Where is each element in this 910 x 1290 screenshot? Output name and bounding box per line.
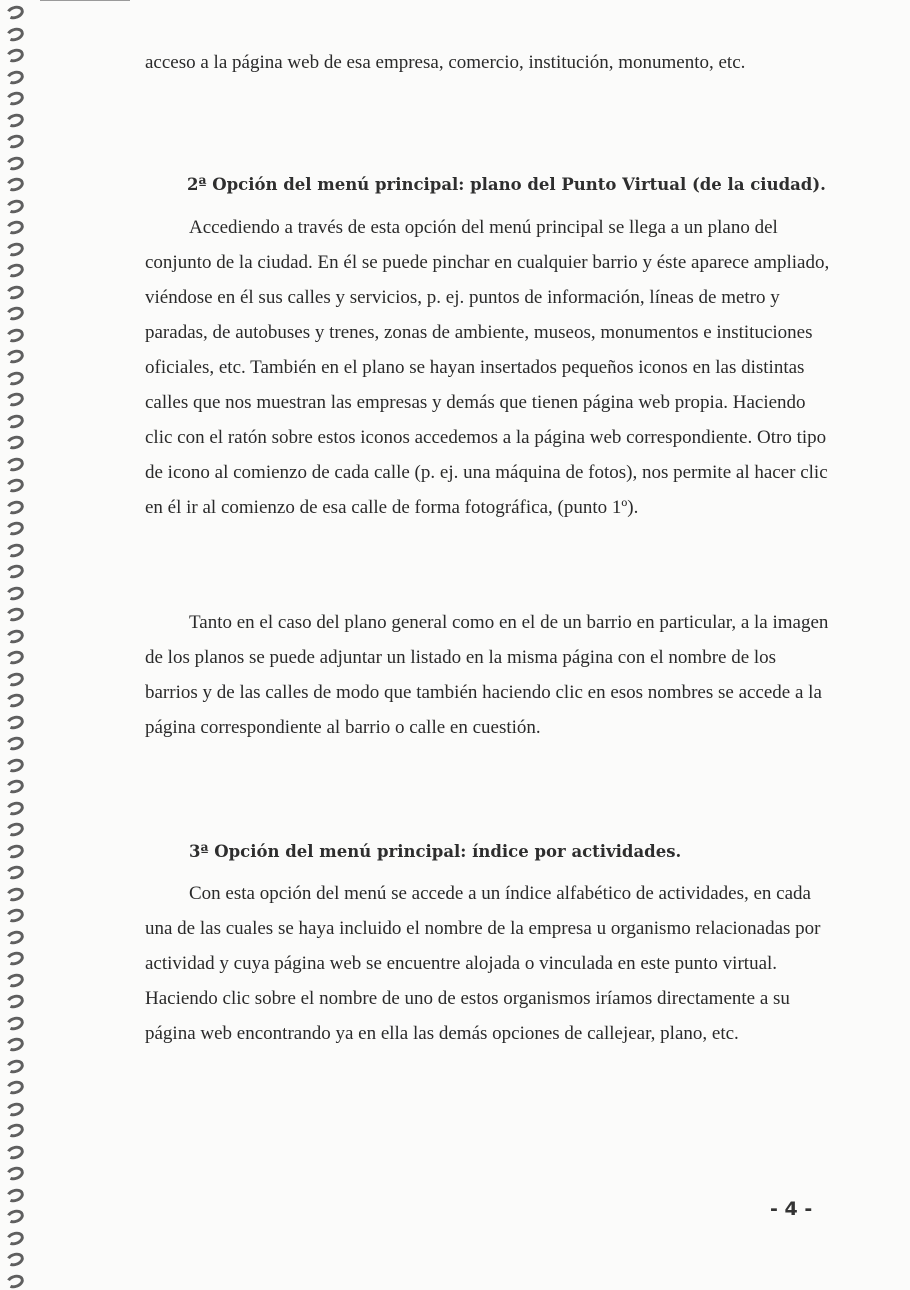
binding-ring (4, 154, 25, 172)
binding-ring (4, 1186, 25, 1204)
binding-ring (4, 993, 25, 1011)
binding-ring (4, 90, 25, 108)
top-edge-line (40, 0, 130, 1)
binding-ring (4, 133, 25, 151)
binding-ring (4, 434, 25, 452)
binding-ring (4, 928, 25, 946)
binding-ring (4, 606, 25, 624)
binding-ring (4, 950, 25, 968)
section-3-heading: 3ª Opción del menú principal: índice por actividades. (189, 842, 682, 861)
section-2-paragraph-1: Accediendo a través de esta opción del menú principal se llega a un plano del conjunto de la ciudad. En él se puede pinchar en cualquier barrio y éste aparece ampliado, viéndose en él sus calles y servicios, p. ej. puntos de información, líneas de metro y paradas, de autobuses y trenes, zonas de ambiente, museos, monumentos e instituciones oficiales, etc. También en el plano se hayan insertados pequeños iconos en las distintas calles que nos muestran las empresas y demás que tienen página web propia. Haciendo clic con el ratón sobre estos iconos accedemos a la página web correspondiente. Otro tipo de icono al comienzo de cada calle (p. ej. una máquina de fotos), nos permite al hacer clic en él ir al comienzo de esa calle de forma fotográfica, (punto 1º). (145, 217, 830, 518)
binding-ring (4, 885, 25, 903)
binding-ring (4, 1100, 25, 1118)
binding-ring (4, 864, 25, 882)
binding-ring (4, 1122, 25, 1140)
binding-ring (4, 111, 25, 129)
binding-ring (4, 821, 25, 839)
binding-ring (4, 25, 25, 43)
spiral-binding (0, 0, 32, 1287)
binding-ring (4, 1272, 25, 1290)
binding-ring (4, 391, 25, 409)
binding-ring (4, 1208, 25, 1226)
binding-ring (4, 799, 25, 817)
binding-ring (4, 842, 25, 860)
binding-ring (4, 713, 25, 731)
binding-ring (4, 305, 25, 323)
continuation-paragraph: acceso a la página web de esa empresa, comercio, institución, monumento, etc. (145, 52, 746, 73)
binding-ring (4, 197, 25, 215)
binding-ring (4, 756, 25, 774)
binding-ring (4, 1165, 25, 1183)
binding-ring (4, 971, 25, 989)
binding-ring (4, 369, 25, 387)
binding-ring (4, 477, 25, 495)
binding-ring (4, 176, 25, 194)
binding-ring (4, 4, 25, 22)
binding-ring (4, 240, 25, 258)
binding-ring (4, 563, 25, 581)
binding-ring (4, 1036, 25, 1054)
binding-ring (4, 541, 25, 559)
binding-ring (4, 907, 25, 925)
binding-ring (4, 283, 25, 301)
binding-ring (4, 584, 25, 602)
binding-ring (4, 778, 25, 796)
section-3-paragraph-1: Con esta opción del menú se accede a un índice alfabético de actividades, en cada una de las cuales se haya incluido el nombre de la empresa u organismo relacionadas por actividad y cuya página web se encuentre alojada o vinculada en este punto virtual. Haciendo clic sobre el nombre de uno de estos organismos iríamos directamente a su página web encontrando ya en ella las demás opciones de callejear, plano, etc. (145, 883, 821, 1044)
binding-ring (4, 692, 25, 710)
binding-ring (4, 1057, 25, 1075)
binding-ring (4, 1014, 25, 1032)
binding-ring (4, 520, 25, 538)
page-number: - 4 - (770, 1198, 813, 1220)
binding-ring (4, 262, 25, 280)
binding-ring (4, 68, 25, 86)
binding-ring (4, 1079, 25, 1097)
binding-ring (4, 498, 25, 516)
binding-ring (4, 1251, 25, 1269)
binding-ring (4, 1143, 25, 1161)
binding-ring (4, 627, 25, 645)
binding-ring (4, 1229, 25, 1247)
binding-ring (4, 735, 25, 753)
binding-ring (4, 412, 25, 430)
binding-ring (4, 47, 25, 65)
binding-ring (4, 348, 25, 366)
binding-ring (4, 326, 25, 344)
section-2-heading: 2ª Opción del menú principal: plano del Punto Virtual (de la ciudad). (187, 175, 826, 194)
section-2-paragraph-2: Tanto en el caso del plano general como en el de un barrio en particular, a la imagen de los planos se puede adjuntar un listado en la misma página con el nombre de los barrios y de las calles de modo que también haciendo clic en esos nombres se accede a la página correspondiente al barrio o calle en cuestión. (145, 612, 829, 738)
binding-ring (4, 670, 25, 688)
binding-ring (4, 649, 25, 667)
binding-ring (4, 219, 25, 237)
binding-ring (4, 455, 25, 473)
